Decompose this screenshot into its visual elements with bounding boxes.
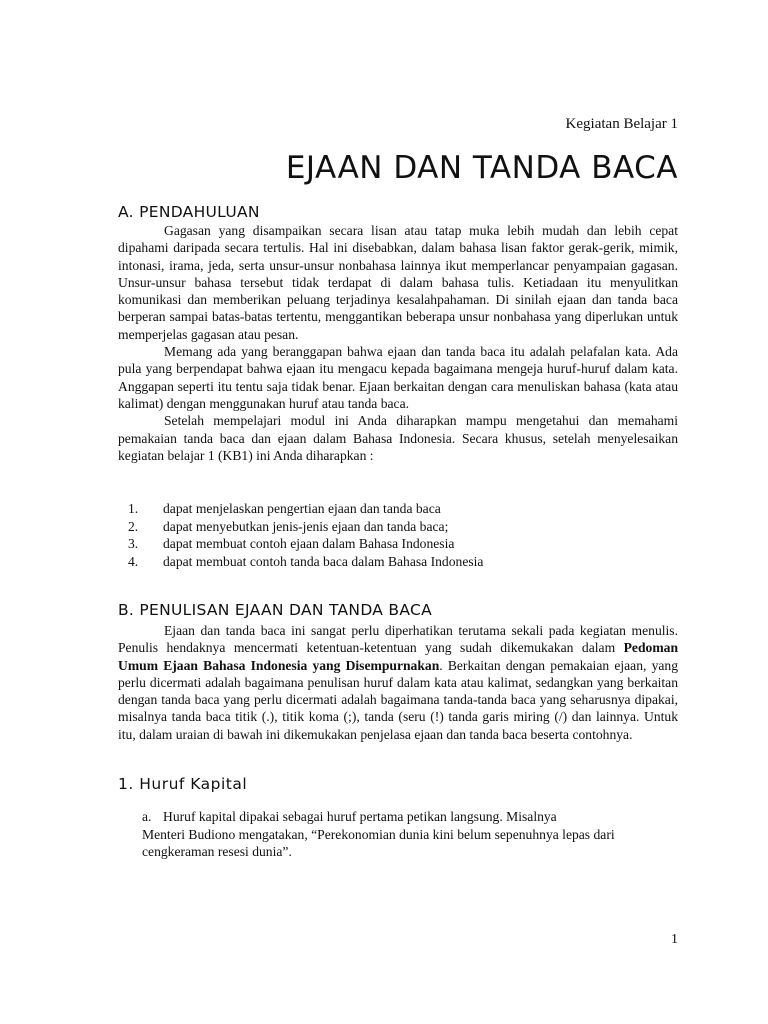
section-b-heading: B. PENULISAN EJAAN DAN TANDA BACA	[118, 601, 433, 619]
section-a-body	[118, 222, 678, 464]
list-item	[128, 553, 648, 571]
list-item-text: dapat membuat contoh ejaan dalam Bahasa Indonesia	[163, 536, 455, 552]
section-a-paragraph-2	[118, 343, 678, 412]
subsection-1-item-line	[142, 808, 682, 826]
section-b-text-before: Ejaan dan tanda baca ini sangat perlu diperhatikan terutama sekali pada kegiatan menulis. Penulis hendaknya mencermati ketentuan-ketentuan yang sudah dikemukakan dalam	[118, 623, 678, 656]
section-b-paragraph	[118, 622, 678, 743]
item-label: a.	[142, 809, 152, 824]
page-title: EJAAN DAN TANDA BACA	[285, 150, 678, 186]
page-number: 1	[671, 932, 678, 947]
list-item	[128, 500, 648, 518]
section-a-heading: A. PENDAHULUAN	[118, 203, 260, 221]
item-example: Menteri Budiono mengatakan, “Perekonomian dunia kini belum sepenuhnya lepas dari cengkeraman resesi dunia”.	[142, 826, 615, 859]
list-item-number: 4.	[128, 553, 139, 569]
section-b-bold-reference: Pedoman Umum Ejaan Bahasa Indonesia yang Disempurnakan	[118, 640, 678, 673]
list-item	[128, 535, 648, 553]
kegiatan-belajar-label: Kegiatan Belajar 1	[565, 116, 678, 132]
list-item-text: dapat menyebutkan jenis-jenis ejaan dan tanda baca;	[163, 518, 449, 534]
subsection-1-item	[142, 808, 682, 861]
list-item-text: dapat menjelaskan pengertian ejaan dan tanda baca	[163, 501, 441, 516]
list-item-number: 3.	[128, 536, 139, 552]
list-item-text: dapat membuat contoh tanda baca dalam Bahasa Indonesia	[163, 553, 484, 569]
section-a-paragraph-3	[118, 412, 678, 464]
list-item	[128, 518, 648, 536]
section-b-text-after: . Berkaitan dengan pemakaian ejaan, yang perlu dicermati adalah bagaimana penulisan huruf dalam kata atau kalimat, sedangkan yang berkaitan dengan tanda baca yang perlu dicermati adalah bagaimana tanda-tanda baca yang seharusnya dipakai, misalnya tanda baca titik (.), titik koma (;), tanda (seru (!) tanda garis miring (/) dan lainnya. Untuk itu, dalam uraian di bawah ini dikemukakan penjelasa ejaan dan tanda baca beserta contohnya.	[118, 657, 678, 742]
subsection-1-heading: 1. Huruf Kapital	[118, 775, 248, 793]
section-a-paragraph-1	[118, 222, 678, 343]
section-a-paragraph-2-text: Memang ada yang beranggapan bahwa ejaan dan tanda baca itu adalah pelafalan kata. Ada pula yang berpendapat bahwa ejaan itu mengacu kepada bagaimana mengeja huruf-huruf dalam kata. Anggapan seperti itu tentu saja tidak benar. Ejaan berkaitan dengan cara menuliskan bahasa (kata atau kalimat) dengan menggunakan huruf atau tanda baca.	[118, 344, 678, 411]
list-item-number: 1.	[128, 501, 139, 516]
section-a-paragraph-1-text: Gagasan yang disampaikan secara lisan atau tatap muka lebih mudah dan lebih cepat dipahami daripada secara tertulis. Hal ini disebabkan, dalam bahasa lisan faktor gerak-gerik, mimik, intonasi, irama, jeda, serta unsur-unsur nonbahasa lainnya ikut memperlancar penyampaian gagasan. Unsur-unsur bahasa tersebut tidak terdapat di dalam bahasa tulis. Ketiadaan itu menyulitkan komunikasi dan memberikan peluang terjadinya kesalahpahaman. Di sinilah ejaan dan tanda baca berperan sampai batas-batas tertentu, menggantikan beberapa unsur nonbahasa yang diperlukan untuk memperjelas gagasan atau pesan.	[118, 223, 678, 342]
objectives-list	[128, 500, 648, 570]
item-text: Huruf kapital dipakai sebagai huruf pertama petikan langsung. Misalnya	[163, 809, 557, 824]
list-item-number: 2.	[128, 518, 139, 534]
section-a-paragraph-3-text: Setelah mempelajari modul ini Anda diharapkan mampu mengetahui dan memahami pemakaian tanda baca dan ejaan dalam Bahasa Indonesia. Secara khusus, setelah menyelesaikan kegiatan belajar 1 (KB1) ini Anda diharapkan :	[118, 413, 678, 463]
